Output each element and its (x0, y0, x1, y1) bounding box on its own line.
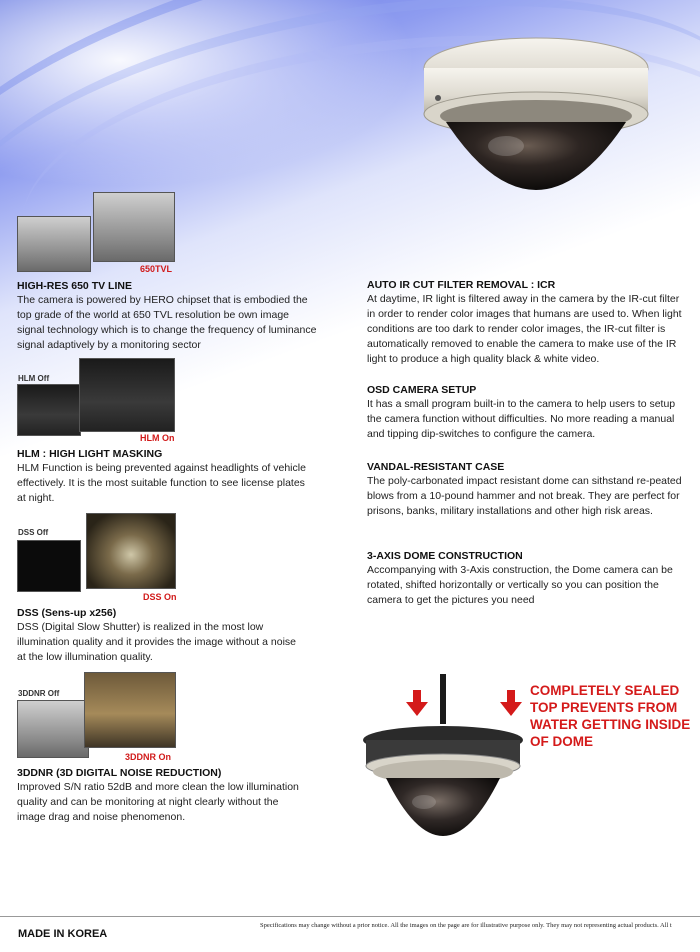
feature-body-vandal: The poly-carbonated impact resistant dome can sithstand re-peated blows from a 10-pound hammer and not break. They are perfect for prisons, banks, military installations and other high risk areas. (367, 475, 682, 517)
high-res-comparison-image-right (93, 192, 175, 262)
hlm-off-label: HLM Off (18, 374, 50, 383)
feature-title-hlm: HLM : HIGH LIGHT MASKING (17, 448, 163, 460)
feature-title-icr: AUTO IR CUT FILTER REMOVAL : ICR (367, 279, 556, 291)
feature-body-3ddnr: Improved S/N ratio 52dB and more clean the low illumination quality and can be monitoring at night clearly without the image drag and noise phenomenon. (17, 781, 299, 823)
hlm-on-image (79, 358, 175, 432)
feature-body-osd: It has a small program built-in to the camera to help users to setup the camera function without difficulties. No more reading a manual and tipping dip-switches to configure the camera. (367, 398, 676, 440)
dnr-off-image (17, 700, 89, 758)
sealed-top-callout: COMPLETELY SEALED TOP PREVENTS FROM WATER GETTING INSIDE OF DOME (530, 683, 691, 749)
feature-body-hires: The camera is powered by HERO chipset that is embodied the top grade of the world at 650 TVL resolution be own image signal technology which is to change the frequency of luminance signal adaptively by a monitoring sector (17, 294, 317, 351)
feature-body-hlm: HLM Function is being prevented against headlights of vehicle effectively. It is the most suitable function to see license plates at night. (17, 462, 306, 504)
footer-disclaimer: Specifications may change without a prior notice. All the images on the page are for illustrative purpose only. They may not representing actual products. All t (260, 922, 672, 929)
hlm-off-image (17, 384, 81, 436)
dss-on-label: DSS On (143, 592, 177, 602)
dnr-on-image (84, 672, 176, 748)
hires-label: 650TVL (140, 264, 173, 274)
feature-title-osd: OSD CAMERA SETUP (367, 384, 477, 396)
feature-title-dss: DSS (Sens-up x256) (17, 607, 117, 619)
dss-on-image (86, 513, 176, 589)
dss-off-label: DSS Off (18, 528, 49, 537)
feature-title-3ddnr: 3DDNR (3D DIGITAL NOISE REDUCTION) (17, 767, 222, 779)
hlm-on-label: HLM On (140, 433, 175, 443)
feature-body-icr: At daytime, IR light is filtered away in the camera by the IR-cut filter in order to render color images that humans are used to. When light conditions are too dark to render color images, the IR-cut filter is automatically removed to enable the camera to make use of the IR light to produce a high quality black & white video. (367, 293, 682, 365)
feature-title-3axis: 3-AXIS DOME CONSTRUCTION (367, 550, 523, 562)
arrow-down-icon (500, 690, 522, 716)
dnr-off-label: 3DDNR Off (18, 689, 60, 698)
feature-title-hires: HIGH-RES 650 TV LINE (17, 280, 132, 292)
high-res-comparison-image-left (17, 216, 91, 272)
made-in-korea-label: MADE IN KOREA (18, 928, 108, 940)
dss-off-image (17, 540, 81, 592)
feature-title-vandal: VANDAL-RESISTANT CASE (367, 461, 505, 473)
footer-divider (0, 916, 700, 917)
dnr-on-label: 3DDNR On (125, 752, 172, 762)
feature-body-3axis: Accompanying with 3-Axis construction, the Dome camera can be rotated, shifted horizontally or vertically so you can position the camera to get the pictures you need (367, 564, 673, 606)
dome-camera-image (408, 28, 666, 224)
feature-body-dss: DSS (Digital Slow Shutter) is realized in the most low illumination quality and it provides the image without a noise at the low illumination quality. (17, 621, 296, 663)
arrow-down-icon (406, 690, 428, 716)
